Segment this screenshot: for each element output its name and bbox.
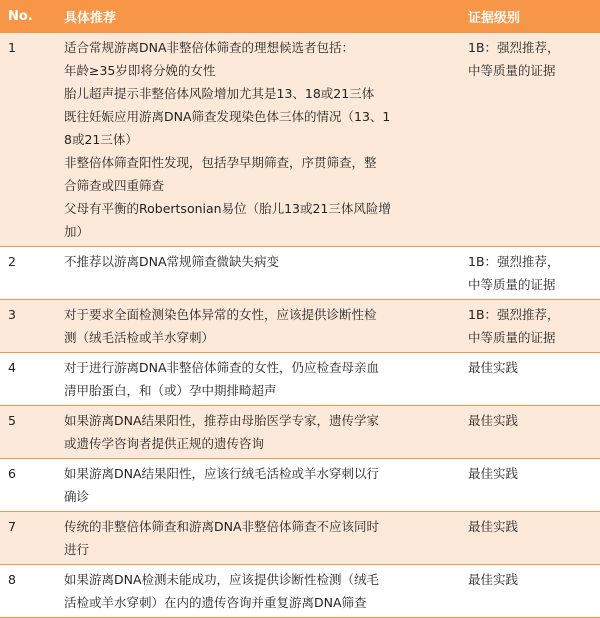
recommendation-line: 既往妊娠应用游离DNA筛查发现染色体三体的情况（13、1 (64, 109, 391, 124)
row-number: 6 (0, 459, 56, 512)
recommendation-line: 如果游离DNA结果阳性，推荐由母胎医学专家，遗传学家 (64, 413, 380, 428)
recommendation-line: 8或21三体） (64, 132, 138, 147)
recommendation-line: 确诊 (64, 489, 90, 504)
evidence-line: 最佳实践 (468, 466, 519, 481)
table-row (0, 406, 600, 459)
recommendation-line: 非整倍体筛查阳性发现，包括孕早期筛查，序贯筛查，整 (64, 155, 377, 170)
evidence-line: 1B：强烈推荐， (468, 40, 560, 55)
evidence-line: 最佳实践 (468, 413, 519, 428)
recommendation-cell (56, 512, 460, 565)
recommendation-line: 进行 (64, 542, 90, 557)
recommendation-line: 或遗传学咨询者提供正规的遗传咨询 (64, 436, 265, 451)
evidence-line: 1B：强烈推荐， (468, 307, 560, 322)
row-number: 3 (0, 300, 56, 353)
recommendation-line: 合筛查或四重筛查 (64, 178, 165, 193)
evidence-line: 最佳实践 (468, 519, 519, 534)
evidence-line: 最佳实践 (468, 572, 519, 587)
row-number: 5 (0, 406, 56, 459)
table-row (0, 300, 600, 353)
header-recommendation: 具体推荐 (56, 0, 460, 33)
recommendation-line: 清甲胎蛋白，和（或）孕中期排畸超声 (64, 383, 277, 398)
evidence-cell (460, 406, 600, 459)
recommendation-line: 父母有平衡的Robertsonian易位（胎儿13或21三体风险增 (64, 201, 391, 216)
row-number: 4 (0, 353, 56, 406)
recommendation-line: 加） (64, 224, 90, 239)
recommendation-line: 对于要求全面检测染色体异常的女性，应该提供诊断性检 (64, 307, 377, 322)
evidence-line: 1B：强烈推荐， (468, 254, 560, 269)
recommendation-line: 年龄≥35岁即将分娩的女性 (64, 63, 216, 78)
recommendation-cell (56, 459, 460, 512)
recommendation-cell (56, 300, 460, 353)
recommendation-line: 适合常规游离DNA非整倍体筛查的理想候选者包括： (64, 40, 355, 55)
row-number: 1 (0, 33, 56, 247)
evidence-line: 中等质量的证据 (468, 330, 556, 345)
recommendation-cell (56, 406, 460, 459)
recommendation-line: 测（绒毛活检或羊水穿刺） (64, 330, 215, 345)
recommendation-line: 活检或羊水穿刺）在内的遗传咨询并重复游离DNA筛查 (64, 595, 367, 610)
recommendation-line: 如果游离DNA检测未能成功，应该提供诊断性检测（绒毛 (64, 572, 380, 587)
header-no: No. (0, 0, 56, 33)
evidence-line: 中等质量的证据 (468, 277, 556, 292)
recommendation-cell (56, 247, 460, 300)
recommendation-line: 对于进行游离DNA非整倍体筛查的女性，仍应检查母亲血 (64, 360, 380, 375)
table-row (0, 565, 600, 618)
table-row (0, 247, 600, 300)
recommendation-cell (56, 353, 460, 406)
evidence-cell (460, 459, 600, 512)
table-row (0, 33, 600, 247)
evidence-cell (460, 353, 600, 406)
evidence-line: 中等质量的证据 (468, 63, 556, 78)
evidence-cell (460, 565, 600, 618)
evidence-cell (460, 33, 600, 247)
table-header-row (0, 0, 600, 33)
table-row (0, 353, 600, 406)
recommendation-line: 不推荐以游离DNA常规筛查微缺失病变 (64, 254, 280, 269)
evidence-cell (460, 512, 600, 565)
row-number: 7 (0, 512, 56, 565)
recommendation-cell (56, 565, 460, 618)
row-number: 8 (0, 565, 56, 618)
recommendation-line: 传统的非整倍体筛查和游离DNA非整倍体筛查不应该同时 (64, 519, 380, 534)
table-row (0, 512, 600, 565)
evidence-cell (460, 300, 600, 353)
evidence-line: 最佳实践 (468, 360, 519, 375)
evidence-cell (460, 247, 600, 300)
header-evidence-level: 证据级别 (460, 0, 600, 33)
recommendation-line: 如果游离DNA结果阳性，应该行绒毛活检或羊水穿刺以行 (64, 466, 380, 481)
recommendation-cell (56, 33, 460, 247)
row-number: 2 (0, 247, 56, 300)
table-row (0, 459, 600, 512)
table-body (0, 33, 600, 618)
recommendation-line: 胎儿超声提示非整倍体风险增加尤其是13、18或21三体 (64, 86, 375, 101)
